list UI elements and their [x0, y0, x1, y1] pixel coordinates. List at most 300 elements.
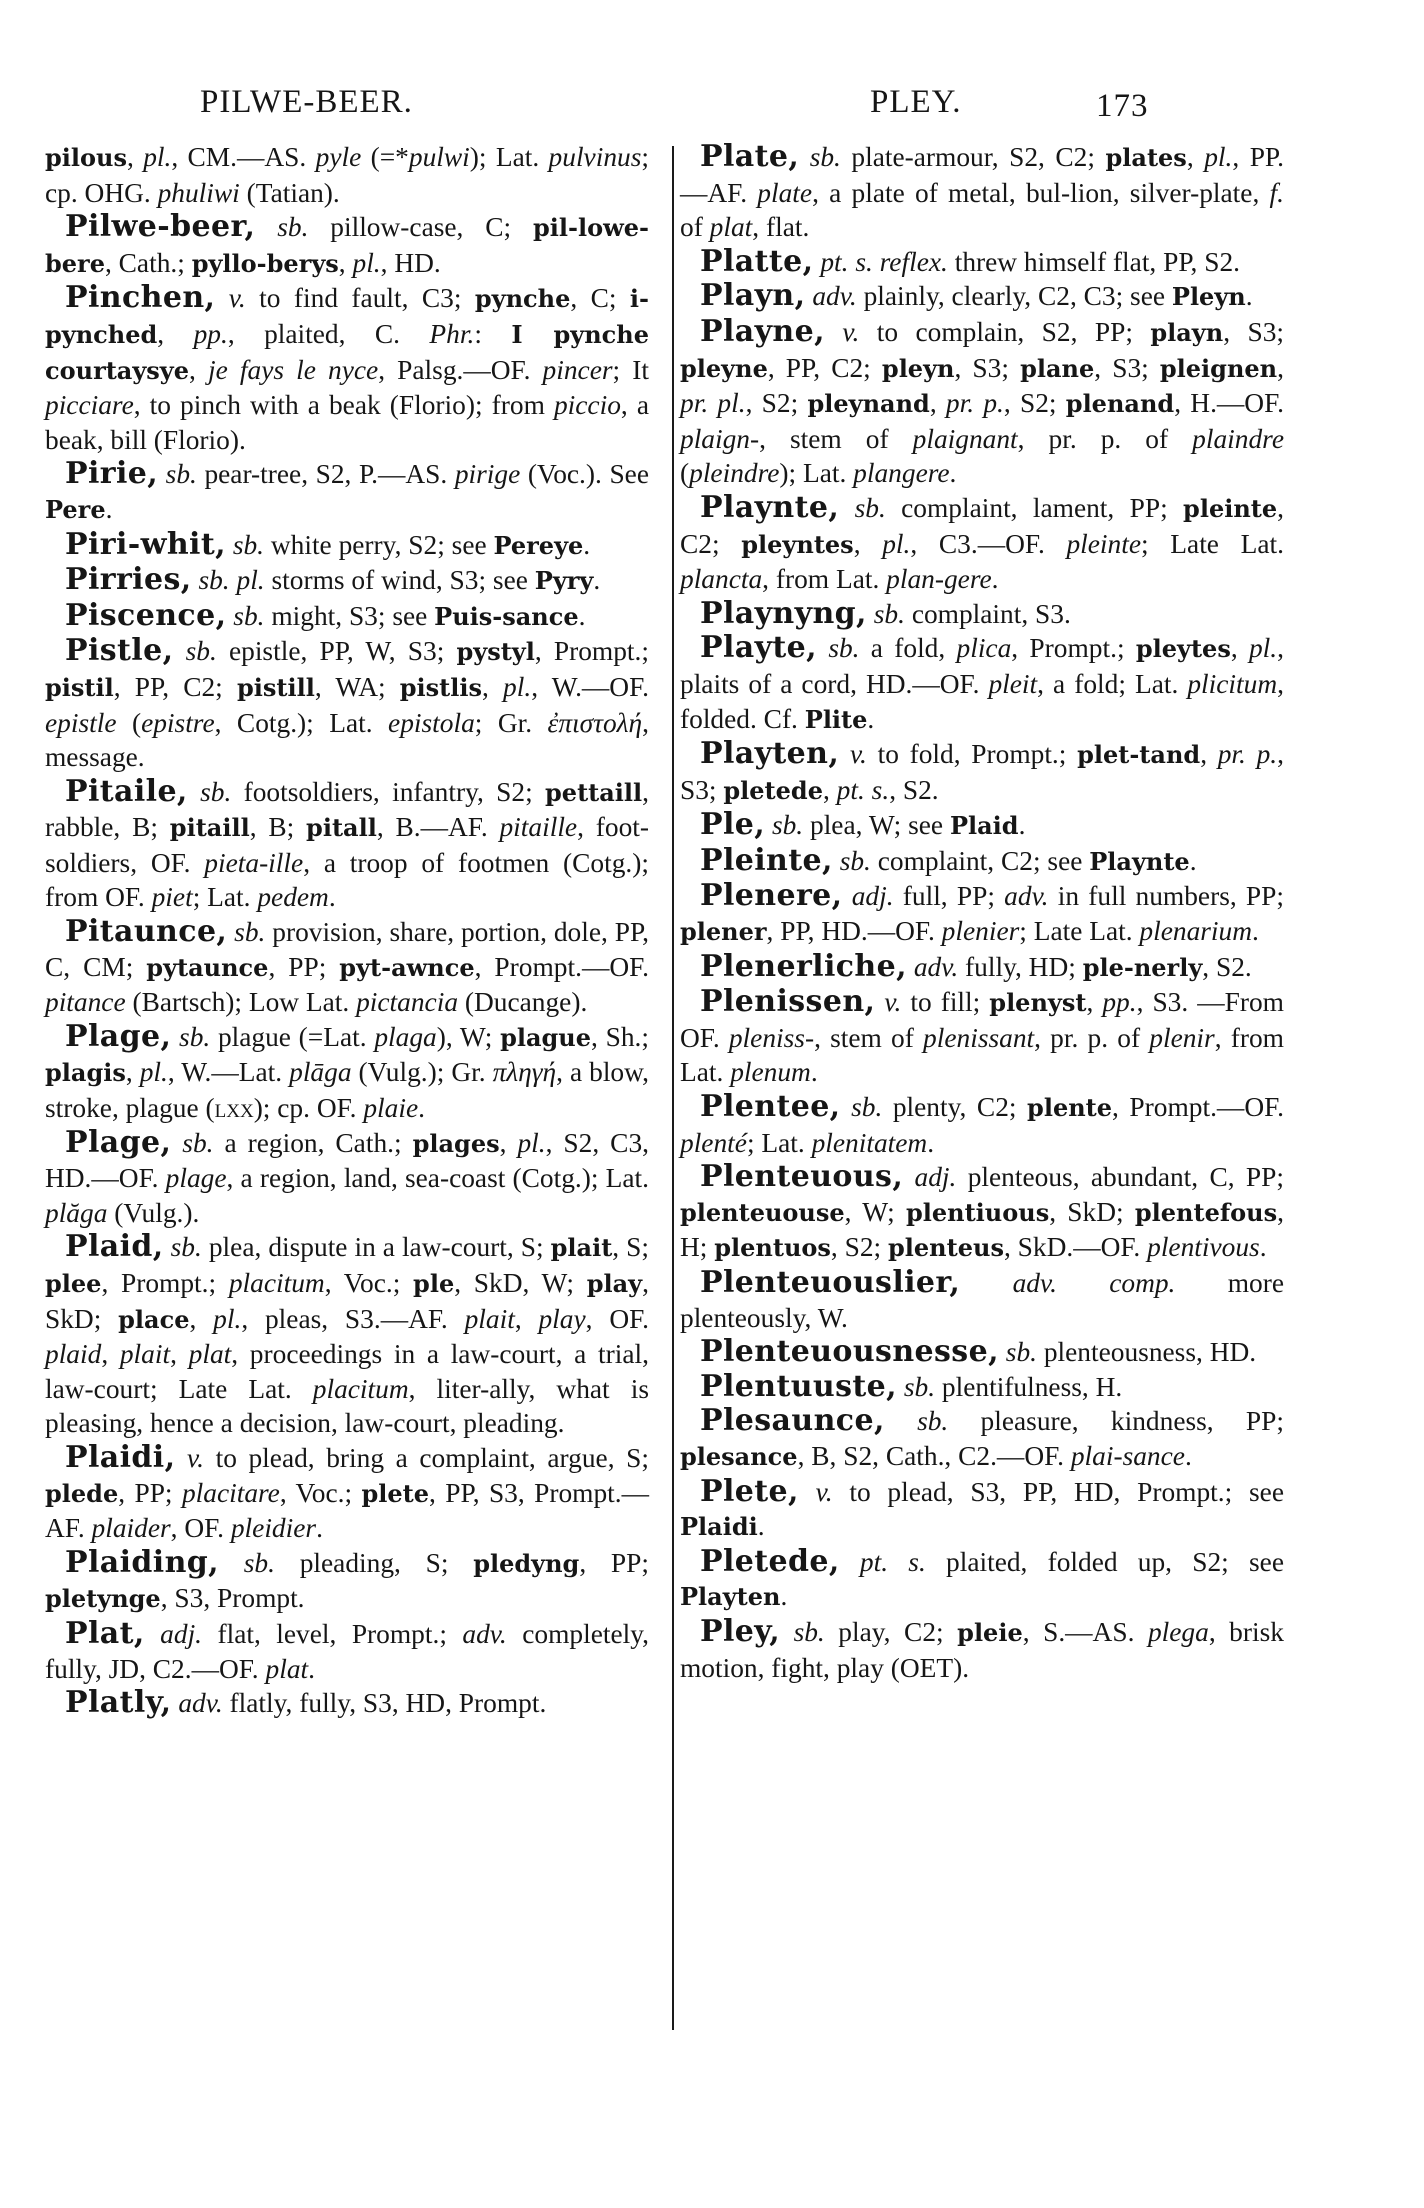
variant-form: plee	[45, 1269, 102, 1298]
dictionary-entry	[680, 808, 1284, 844]
dictionary-entry	[680, 1160, 1284, 1266]
italic-text: sb.	[851, 1092, 883, 1123]
italic-text: v.	[849, 739, 867, 770]
entry-text	[173, 636, 185, 666]
dictionary-entry	[680, 1615, 1284, 1685]
italic-text: plangere	[853, 458, 950, 489]
italic-text: plai-sance	[1070, 1440, 1185, 1471]
entry-text: (Vulg.); Gr.	[351, 1057, 493, 1088]
entry-text: , S2;	[830, 1232, 889, 1263]
entry-text: , pr. p. of	[1017, 423, 1193, 454]
entry-text	[897, 1372, 904, 1402]
italic-text: plicitum	[1187, 668, 1278, 699]
headword: Plage,	[65, 1018, 172, 1054]
italic-text: pl.	[213, 1303, 242, 1334]
variant-form: ple-nerly	[1082, 952, 1203, 982]
entry-text: epistle, PP, W, S3;	[216, 636, 457, 667]
dictionary-entry	[45, 140, 649, 210]
italic-text: sb.	[185, 636, 217, 667]
headword: Pilwe-beer,	[65, 209, 256, 245]
italic-text: sb.	[233, 600, 265, 631]
variant-form: plesance	[680, 1441, 798, 1471]
italic-text: pl.	[1204, 142, 1233, 172]
italic-text: plenitatem	[811, 1127, 928, 1158]
entry-text	[188, 777, 200, 807]
italic-text: plaga	[374, 1021, 437, 1052]
entry-text: ; Late Lat.	[1019, 916, 1140, 947]
headword: Plete,	[700, 1473, 799, 1509]
dictionary-entry	[45, 210, 649, 281]
entry-text: (Vulg.).	[107, 1197, 200, 1228]
italic-text: placitum	[312, 1373, 409, 1404]
italic-text: plat	[265, 1653, 309, 1684]
entry-text: , S;	[612, 1232, 649, 1263]
entry-text: , foot-soldiers, OF.	[45, 812, 649, 878]
entry-text	[215, 283, 228, 313]
italic-text: sb.	[839, 845, 871, 876]
page-number: 173	[1096, 88, 1149, 124]
entry-text: plenteousness, HD.	[1037, 1337, 1257, 1368]
italic-text: adv.	[812, 281, 857, 312]
variant-form: ple	[413, 1269, 455, 1298]
variant-form: place	[118, 1304, 190, 1334]
dictionary-entry	[680, 985, 1284, 1090]
dictionary-entry	[680, 491, 1284, 597]
entry-text: , pr. p. of	[1034, 1022, 1150, 1053]
column-rule	[672, 146, 674, 2030]
variant-form: pleyntes	[741, 529, 854, 559]
variant-form: pilous	[45, 143, 127, 172]
italic-text: plan-gere	[886, 564, 992, 595]
entry-text: , Voc.;	[279, 1477, 362, 1508]
italic-text: plaignant	[912, 423, 1018, 454]
entry-text	[171, 1022, 179, 1052]
entry-text: .	[583, 529, 591, 560]
entry-text: , SkD, W;	[454, 1268, 587, 1298]
entry-text	[907, 952, 914, 982]
entry-text: .	[991, 564, 999, 595]
entry-text: , PP, S3, Prompt.—AF.	[45, 1477, 650, 1544]
variant-form: pitall	[306, 813, 377, 843]
entry-text: , B.—AF.	[376, 812, 500, 843]
headword: Plentee,	[700, 1089, 841, 1125]
italic-text: sb.	[854, 492, 886, 523]
entry-text: (Ducange).	[458, 987, 588, 1018]
entry-text: ,	[1186, 142, 1205, 172]
italic-text: sb.	[828, 633, 860, 664]
entry-text	[833, 846, 840, 876]
entry-text: plague (=Lat.	[210, 1021, 375, 1052]
italic-text: adj.	[160, 1618, 203, 1649]
entry-text	[817, 633, 828, 663]
entry-text: , a region, land, sea-coast (Cotg.); Lat.	[226, 1163, 649, 1194]
headword: Pinchen,	[65, 280, 216, 316]
entry-text: .	[105, 493, 113, 524]
entry-text: , S3;	[1223, 316, 1284, 347]
entry-text: ,	[101, 1339, 120, 1370]
italic-text: ἐπιστολή	[547, 707, 643, 738]
entry-text: , C2;	[680, 492, 1284, 559]
variant-form: plentuos	[714, 1233, 831, 1263]
dictionary-entry	[680, 597, 1284, 632]
variant-form: I pynche courtaysye	[45, 319, 649, 385]
entry-text: ,	[514, 1303, 539, 1334]
entry-text: ,	[853, 528, 883, 559]
entry-text: to complain, S2, PP;	[859, 316, 1151, 347]
variant-form: pleie	[957, 1617, 1023, 1647]
headword: Pley,	[700, 1613, 781, 1649]
italic-text: sb.	[170, 1232, 202, 1263]
italic-text: epistola	[388, 707, 475, 738]
entry-text: pleasure, kindness, PP;	[948, 1406, 1284, 1437]
italic-text: sb.	[771, 810, 804, 841]
entry-text: , rabble, B;	[45, 776, 649, 843]
entry-text: in full numbers, PP;	[1048, 881, 1284, 912]
entry-text: .	[1184, 1440, 1192, 1471]
headword: Pirie,	[65, 456, 159, 492]
entry-text: , C;	[570, 283, 630, 314]
entry-text: , a plate of metal, bul-lion, silver-plate,	[812, 177, 1270, 208]
italic-text: v.	[187, 1442, 204, 1473]
italic-text: sb.	[165, 459, 197, 490]
running-head-left: PILWE-BEER.	[200, 84, 413, 120]
entry-text: , S2, C3, HD.—OF.	[45, 1127, 649, 1194]
entry-text: .	[1252, 916, 1259, 947]
entry-text: complaint, S3.	[904, 598, 1071, 629]
entry-text: ; Gr.	[474, 707, 548, 738]
left-column	[45, 140, 649, 1721]
headword: Plenteuouslier,	[700, 1265, 961, 1300]
entry-text: , a troop of footmen (Cotg.); from OF.	[45, 847, 649, 913]
entry-text: .	[328, 882, 336, 913]
entry-text: , S.—AS.	[1022, 1616, 1148, 1647]
dictionary-entry	[680, 315, 1284, 491]
entry-text: (	[680, 458, 690, 489]
entry-text	[164, 1232, 171, 1262]
entry-text: , brisk motion, fight, play (OET).	[680, 1616, 1284, 1683]
headword: Playne,	[700, 313, 825, 349]
italic-text: sb.	[182, 1127, 214, 1158]
italic-text: pincer	[542, 354, 613, 385]
entry-text: storms of wind, S3; see	[264, 565, 535, 596]
variant-form: pistil	[45, 672, 114, 702]
entry-text: , S2.	[1202, 951, 1252, 982]
italic-text: pr. p.	[945, 388, 1004, 419]
variant-form: plenand	[1065, 389, 1175, 419]
entry-text: a region, Cath.;	[213, 1127, 413, 1158]
italic-text: plait	[464, 1303, 515, 1334]
italic-text: je fays le nyce	[208, 354, 379, 385]
italic-text: picciare	[45, 390, 134, 421]
italic-text: f.	[1269, 177, 1284, 208]
variant-form: pynche	[474, 284, 571, 314]
headword: Piri-whit,	[65, 526, 226, 562]
entry-text: ,	[126, 142, 144, 172]
italic-text: Phr.	[429, 318, 475, 349]
variant-form: plente	[1027, 1093, 1113, 1123]
entry-text: , S3. —From OF.	[680, 987, 1284, 1053]
entry-text: .	[1259, 1232, 1267, 1263]
entry-text: , C3.—OF.	[910, 528, 1067, 559]
entry-text	[903, 1162, 914, 1192]
entry-text	[842, 881, 851, 911]
entry-text: ,	[125, 1057, 140, 1088]
variant-form: Playten	[680, 1582, 781, 1612]
entry-text	[171, 1128, 182, 1158]
entry-text: to plead, bring a complaint, argue, S;	[204, 1442, 649, 1473]
entry-text: , pleas, S3.—AF.	[241, 1303, 465, 1334]
entry-text: (Tatian).	[239, 177, 340, 208]
variant-form: plentefous	[1134, 1197, 1278, 1227]
entry-text: footsoldiers, infantry, S2;	[231, 776, 546, 807]
entry-text: , W;	[844, 1196, 906, 1227]
italic-text: plaign-	[680, 423, 760, 454]
entry-text: ; Lat.	[192, 882, 258, 913]
italic-text: sb. pl.	[198, 565, 265, 596]
entry-text: provision, share, portion, dole, PP, C, CM;	[45, 917, 649, 982]
entry-text: ; Lat.	[746, 1127, 812, 1158]
entry-text: (=*	[361, 142, 409, 172]
dictionary-entry	[680, 737, 1284, 808]
italic-text: plāga	[289, 1057, 352, 1088]
variant-form: pitaill	[169, 813, 250, 843]
italic-text: pl.	[882, 528, 911, 559]
italic-text: adv.	[913, 951, 959, 982]
entry-text: full, PP;	[893, 881, 1005, 912]
entry-text: ,	[1086, 987, 1103, 1018]
entry-text: plea, dispute in a law-court, S;	[201, 1232, 551, 1263]
entry-text: .	[867, 703, 875, 734]
italic-text: v.	[815, 1476, 833, 1507]
entry-text: , SkD.—OF.	[1003, 1232, 1148, 1263]
right-column	[680, 140, 1284, 1685]
variant-form: plait	[550, 1233, 613, 1263]
entry-text: ); Lat.	[469, 142, 549, 172]
entry-text: , from Lat.	[762, 564, 887, 595]
headword: Plaid,	[65, 1229, 164, 1265]
italic-text: epistle	[45, 707, 117, 738]
variant-form: pistill	[236, 672, 315, 702]
entry-text: , PP;	[579, 1547, 649, 1578]
entry-text: , PP, HD.—OF.	[766, 916, 942, 947]
italic-text: sb.	[809, 142, 841, 172]
italic-text: pr. p.	[1217, 739, 1278, 770]
entry-text	[255, 212, 277, 242]
entry-text: , H.—OF.	[1174, 388, 1284, 419]
entry-text: fully, HD;	[958, 951, 1083, 982]
entry-text	[841, 1092, 852, 1122]
variant-form: pystyl	[456, 637, 535, 667]
italic-text: adv.	[462, 1618, 507, 1649]
entry-text: , liter-ally, what is pleasing, hence a decision, law-court, pleading.	[45, 1373, 649, 1439]
entry-text: to find fault, C3;	[245, 283, 475, 314]
entry-text: flat, level, Prompt.;	[202, 1618, 463, 1649]
italic-text: pl.	[503, 671, 532, 702]
variant-form: plagis	[45, 1058, 126, 1088]
italic-text: piet	[151, 882, 193, 913]
entry-text	[839, 493, 854, 523]
dictionary-entry	[45, 528, 649, 564]
variant-form: Puis-sance	[434, 601, 579, 631]
entry-text: , folded. Cf.	[680, 668, 1284, 734]
italic-text: adj.	[914, 1162, 957, 1193]
entry-text: ,	[170, 1339, 189, 1370]
entry-text: might, S3; see	[264, 600, 435, 631]
entry-text: .	[316, 1513, 323, 1544]
italic-text: sb.	[1005, 1337, 1037, 1368]
entry-text: ,	[189, 1303, 214, 1334]
entry-text: plate-armour, S2, C2;	[840, 142, 1106, 172]
dictionary-entry	[680, 1475, 1284, 1545]
italic-text: pt. s.	[859, 1546, 926, 1577]
italic-text: adv.	[1004, 881, 1049, 912]
entry-text: plea, W; see	[803, 810, 950, 841]
entry-text	[799, 1477, 816, 1507]
entry-text: , stem of	[759, 423, 913, 454]
italic-text: pictancia	[356, 987, 459, 1018]
dictionary-entry	[45, 634, 649, 774]
italic-text: pl.	[139, 1057, 168, 1088]
dictionary-entry	[45, 1230, 649, 1441]
entry-text: , Prompt.;	[534, 636, 649, 667]
variant-form: pleynand	[807, 389, 930, 419]
entry-text: .	[949, 458, 957, 489]
entry-text: flatly, fully, S3, HD, Prompt.	[222, 1688, 547, 1719]
italic-text: plenum	[730, 1057, 811, 1088]
entry-text	[840, 1547, 860, 1577]
dictionary-entry	[680, 1404, 1284, 1474]
entry-text: , Prompt.;	[1011, 633, 1136, 664]
entry-text: , Voc.;	[324, 1268, 414, 1298]
italic-text: plenarium	[1139, 916, 1253, 947]
dictionary-entry	[680, 1090, 1284, 1160]
entry-text: ,	[929, 388, 946, 419]
italic-text: pleniss-	[728, 1022, 815, 1053]
entry-text: :	[474, 318, 512, 349]
entry-text: plentifulness, H.	[935, 1371, 1123, 1402]
variant-form: plages	[412, 1128, 500, 1158]
italic-text: epistre	[141, 707, 215, 738]
italic-text: plăga	[45, 1197, 108, 1228]
headword: Plat,	[65, 1615, 145, 1651]
variant-form: plener	[680, 917, 767, 947]
entry-text	[799, 142, 810, 172]
italic-text: plat	[188, 1339, 232, 1370]
variant-form: pettaill	[545, 777, 643, 807]
entry-text: ,	[1200, 739, 1218, 770]
entry-text: , Prompt.—OF.	[1112, 1092, 1284, 1123]
italic-text: adv. comp.	[1012, 1268, 1176, 1298]
italic-text: pt. s.	[836, 774, 890, 805]
entry-text: , PP.—AF.	[680, 142, 1284, 208]
headword: Playnte,	[700, 489, 840, 525]
italic-text: pp.	[1102, 987, 1137, 1018]
headword: Plentuuste,	[700, 1368, 898, 1404]
headword: Platte,	[700, 243, 814, 279]
variant-form: pleyne	[680, 353, 768, 383]
entry-text: ,	[157, 318, 194, 349]
italic-text: adv.	[178, 1688, 223, 1719]
italic-text: piccio	[553, 390, 621, 421]
variant-form: Playnte	[1089, 846, 1190, 876]
italic-text: pt. s. reflex.	[820, 246, 948, 277]
entry-text: , OF.	[170, 1513, 231, 1544]
dictionary-entry	[45, 281, 649, 457]
entry-text: (Bartsch); Low Lat.	[125, 987, 357, 1018]
italic-text: sb.	[232, 529, 265, 560]
italic-text: pl.	[517, 1127, 546, 1158]
entry-text: ), W;	[436, 1021, 501, 1052]
headword: Pistle,	[65, 633, 174, 669]
variant-form: i-pynched	[45, 284, 649, 349]
variant-form: plet-tand	[1077, 740, 1201, 770]
entry-text: plenty, C2;	[882, 1092, 1028, 1123]
entry-text: to fill;	[901, 987, 990, 1018]
headword: Pletede,	[700, 1543, 840, 1579]
variant-form: pledyng	[473, 1548, 580, 1578]
entry-text: , S2;	[745, 388, 808, 419]
italic-text: sb.	[179, 1021, 211, 1052]
entry-text: , S3;	[1094, 352, 1160, 383]
headword: Piscence,	[65, 597, 227, 633]
italic-text: v.	[884, 987, 902, 1018]
entry-text: , CM.—AS.	[171, 142, 316, 172]
dictionary-entry	[45, 1126, 649, 1231]
entry-text: , Cath.;	[104, 247, 192, 278]
entry-text: .	[593, 565, 601, 596]
entry-text: (Voc.). See	[520, 459, 649, 490]
italic-text: πληγή	[492, 1057, 557, 1088]
entry-text: , from Lat.	[680, 1022, 1284, 1088]
italic-text: pl.	[1248, 633, 1278, 664]
entry-text: .	[1189, 845, 1197, 876]
entry-text: .	[578, 600, 586, 631]
entry-text	[885, 1406, 917, 1436]
variant-form: Pleyn	[1171, 282, 1246, 312]
variant-form: pletede	[723, 775, 823, 805]
italic-text: plica	[956, 633, 1012, 664]
italic-text: pleidier	[230, 1513, 317, 1544]
italic-text: pp.	[193, 318, 228, 349]
italic-text: pitance	[45, 987, 126, 1018]
variant-form: Plaid	[949, 811, 1019, 841]
entry-text	[219, 1548, 244, 1578]
italic-text: pl.	[352, 247, 381, 278]
entry-text: to fold, Prompt.;	[866, 739, 1078, 770]
entry-text: (	[116, 707, 142, 738]
italic-text: v.	[842, 316, 860, 347]
entry-text: , S2;	[1003, 388, 1066, 419]
italic-text: sb.	[917, 1406, 949, 1437]
variant-form: plede	[45, 1478, 119, 1508]
headword: Plate,	[700, 139, 800, 174]
headword: Plesaunce,	[700, 1403, 885, 1439]
headword: Pirries,	[65, 562, 192, 598]
entry-text: ,	[499, 1127, 518, 1158]
entry-text: , Palsg.—OF.	[378, 354, 543, 385]
entry-text: complaint, C2; see	[870, 845, 1090, 876]
italic-text: plate	[757, 177, 813, 208]
entry-text	[999, 1337, 1006, 1367]
italic-text: pitaille	[499, 812, 578, 843]
entry-text: , Sh.;	[591, 1021, 649, 1052]
italic-text: plaider	[91, 1513, 171, 1544]
entry-text: ,	[338, 247, 353, 278]
italic-text: plancta	[680, 564, 763, 595]
entry-text: , W.—Lat.	[167, 1057, 290, 1088]
variant-form: pil-lowe-bere	[45, 213, 649, 278]
variant-form: pletynge	[45, 1584, 161, 1614]
